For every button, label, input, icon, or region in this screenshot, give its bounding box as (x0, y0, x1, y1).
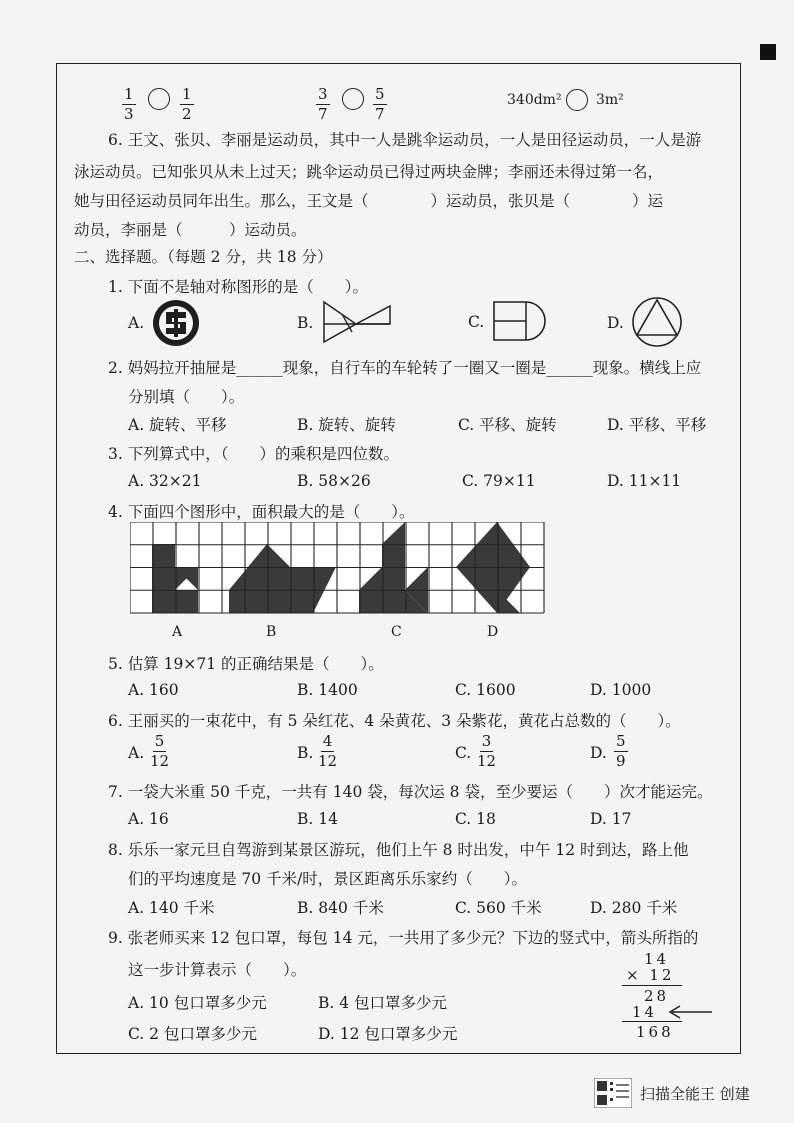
footer-brand: 扫描全能王 创建 (640, 1085, 750, 1103)
option-text[interactable]: D. 280 千米 (590, 899, 678, 917)
option-text[interactable]: D. 11×11 (607, 472, 682, 490)
figure-label[interactable]: D (487, 624, 499, 640)
option-text[interactable]: A. 旋转、平移 (128, 416, 227, 434)
option-text[interactable]: C. 560 千米 (455, 899, 542, 917)
compare-circle[interactable] (148, 88, 170, 110)
fraction: $\frac{5}{9}$ (616, 732, 626, 770)
compare-circle[interactable] (342, 88, 364, 110)
question-text: 动员，李丽是（ ）运动员。 (74, 221, 307, 239)
arrow-left-icon (664, 1003, 714, 1021)
option-label[interactable]: C. (468, 313, 485, 331)
option-text[interactable]: B. 4 包口罩多少元 (318, 994, 448, 1012)
option-text[interactable]: B. 1400 (297, 681, 358, 699)
fraction: $\frac{3}{7}$ (318, 85, 328, 123)
question-text: 5. 估算 19×71 的正确结果是（ ）。 (108, 655, 384, 673)
fraction: $\frac{1}{3}$ (124, 85, 134, 123)
option-label[interactable]: D. (590, 744, 607, 762)
figure-label[interactable]: B (266, 624, 277, 640)
question-text: 们的平均速度是 70 千米/时，景区距离乐乐家约（ ）。 (128, 870, 528, 888)
option-text[interactable]: A. 160 (128, 681, 179, 699)
option-text[interactable]: B. 58×26 (297, 472, 371, 490)
section-title: 二、选择题。（每题 2 分，共 18 分） (74, 248, 333, 266)
vertical-multiplier: × 12 (626, 966, 675, 984)
partial-product-arrowed: 14 (632, 1003, 658, 1021)
question-text: 这一步计算表示（ ）。 (128, 961, 307, 979)
fraction: $\frac{5}{12}$ (150, 732, 170, 770)
option-text[interactable]: B. 840 千米 (297, 899, 384, 917)
compare-right: 3m² (596, 92, 624, 108)
figure-label[interactable]: A (172, 624, 183, 640)
question-text: 7. 一袋大米重 50 千克，一共有 140 袋，每次运 8 袋，至少要运（ ）次才能运完。 (108, 783, 713, 801)
option-text[interactable]: B. 旋转、旋转 (297, 416, 396, 434)
fraction: $\frac{4}{12}$ (318, 732, 338, 770)
half-circle-shape-icon (492, 300, 548, 342)
question-text: 6. 王丽买的一束花中，有 5 朵红花、4 朵黄花、3 朵紫花，黄花占总数的（ ）。 (108, 712, 681, 730)
option-text[interactable]: C. 1600 (455, 681, 516, 699)
option-text[interactable]: A. 32×21 (128, 472, 202, 490)
question-text: 2. 妈妈拉开抽屉是______现象，自行车的车轮转了一圈又一圈是______现象。横线上应 (108, 359, 702, 377)
divider (622, 985, 682, 986)
vertical-result: 168 (636, 1023, 674, 1041)
question-text: 泳运动员。已知张贝从未上过天；跳伞运动员已得过两块金牌；李丽还未得过第一名， (74, 163, 664, 181)
area-grid-figure (130, 522, 550, 618)
figure-label[interactable]: C (391, 624, 402, 640)
question-text: 8. 乐乐一家元旦自驾游到某景区游玩，他们上午 8 时出发，中午 12 时到达，路上他 (108, 841, 689, 859)
option-text[interactable]: C. 79×11 (462, 472, 536, 490)
circle-triangle-icon (625, 296, 689, 348)
option-text[interactable]: D. 1000 (590, 681, 652, 699)
option-text[interactable]: D. 平移、平移 (607, 416, 707, 434)
compare-circle[interactable] (566, 89, 588, 111)
option-text[interactable]: C. 平移、旋转 (458, 416, 557, 434)
question-text: 分别填（ ）。 (128, 388, 245, 406)
partial-product: 28 (644, 987, 670, 1005)
option-text[interactable]: C. 2 包口罩多少元 (128, 1025, 257, 1043)
question-text: 9. 张老师买来 12 包口罩，每包 14 元，一共用了多少元？下边的竖式中，箭头所指的 (108, 929, 699, 947)
option-label[interactable]: B. (297, 744, 314, 762)
qr-code-icon (594, 1078, 632, 1108)
corner-mark (760, 44, 776, 60)
compare-left: 340dm² (507, 92, 562, 108)
option-text[interactable]: B. 14 (297, 810, 338, 828)
fraction: $\frac{1}{2}$ (182, 85, 192, 123)
option-label[interactable]: A. (128, 314, 145, 332)
fraction: $\frac{5}{7}$ (375, 85, 385, 123)
option-text[interactable]: D. 12 包口罩多少元 (318, 1025, 458, 1043)
question-text: 3. 下列算式中，（ ）的乘积是四位数。 (108, 445, 399, 463)
option-label[interactable]: D. (607, 314, 624, 332)
question-text: 6. 王文、张贝、李丽是运动员，其中一人是跳伞运动员，一人是田径运动员，一人是游 (108, 131, 702, 149)
vertical-top: 14 (644, 950, 670, 968)
option-text[interactable]: A. 140 千米 (128, 899, 215, 917)
option-label[interactable]: A. (128, 744, 145, 762)
option-text[interactable]: C. 18 (455, 810, 496, 828)
option-text[interactable]: A. 16 (128, 810, 169, 828)
option-text[interactable]: A. 10 包口罩多少元 (128, 994, 267, 1012)
question-text: 她与田径运动员同年出生。那么，王文是（ ）运动员，张贝是（ ）运 (74, 192, 664, 210)
bank-logo-icon (150, 298, 202, 348)
divider (622, 1021, 682, 1022)
option-label[interactable]: B. (297, 314, 314, 332)
question-text: 4. 下面四个图形中，面积最大的是（ ）。 (108, 503, 415, 521)
bowtie-shape-icon (322, 300, 392, 344)
question-text: 1. 下面不是轴对称图形的是（ ）。 (108, 278, 368, 296)
fraction: $\frac{3}{12}$ (477, 732, 497, 770)
option-label[interactable]: C. (455, 744, 472, 762)
option-text[interactable]: D. 17 (590, 810, 632, 828)
